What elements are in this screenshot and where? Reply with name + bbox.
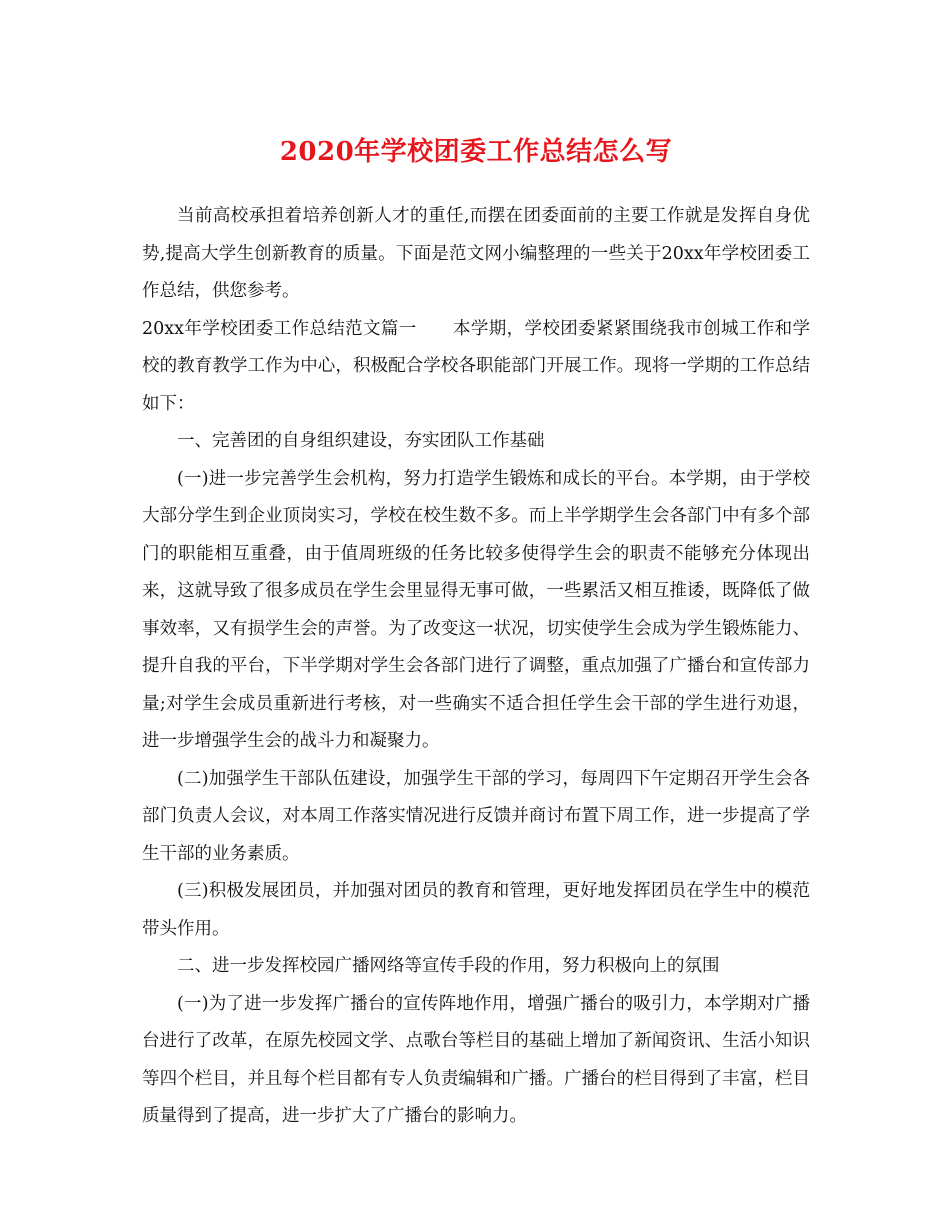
section-heading-1: 一、完善团的自身组织建设，夯实团队工作基础: [177, 431, 545, 451]
section-heading-2: 二、进一步发挥校园广播网络等宣传手段的作用，努力积极向上的氛围: [177, 956, 720, 976]
body-paragraph: (一)进一步完善学生会机构，努力打造学生锻炼和成长的平台。本学期，由于学校大部分学生到企业顶岗实习，学校在校生数不多。而上半学期学生会各部门中有多个部门的职能相互重叠，由于值周班级的任务比较多使得学生会的职责不能够充分体现出来，这就导致了很多成员在学生会里显得无事可做，一些累活又相互推诿，既降低了做事效率，又有损学生会的声誉。为了改变这一状况，切实使学生会成为学生锻炼能力、提升自我的平台，下半学期对学生会各部门进行了调整，重点加强了广播台和宣传部力量;对学生会成员重新进行考核，对一些确实不适合担任学生会干部的学生进行劝退，进一步增强学生会的战斗力和凝聚力。: [142, 468, 810, 751]
body-paragraph: (三)积极发展团员，并加强对团员的教育和管理，更好地发挥团员在学生中的模范带头作用。: [142, 881, 810, 939]
body-paragraph: (一)为了进一步发挥广播台的宣传阵地作用，增强广播台的吸引力，本学期对广播台进行了改革，在原先校园文学、点歌台等栏目的基础上增加了新闻资讯、生活小知识等四个栏目，并且每个栏目都有专人负责编辑和广播。广播台的栏目得到了丰富，栏目质量得到了提高，进一步扩大了广播台的影响力。: [142, 993, 810, 1126]
article-1-paragraph: [142, 311, 810, 424]
document-title: 2020年学校团委工作总结怎么写: [279, 137, 673, 167]
article-1-lead: 本学期，学校团委紧紧围绕我市创城工作和学校的教育教学工作为中心，积极配合学校各职能部门开展工作。现将一学期的工作总结如下：: [142, 318, 810, 414]
article-1-heading: 20xx年学校团委工作总结范文篇一: [142, 318, 417, 339]
intro-paragraph: 当前高校承担着培养创新人才的重任,而摆在团委面前的主要工作就是发挥自身优势,提高大学生创新教育的质量。下面是范文网小编整理的一些关于20xx年学校团委工作总结，供您参考。: [142, 206, 810, 301]
document-body: [142, 198, 810, 1136]
body-paragraph: (二)加强学生干部队伍建设，加强学生干部的学习，每周四下午定期召开学生会各部门负责人会议，对本周工作落实情况进行反馈并商讨布置下周工作，进一步提高了学生干部的业务素质。: [142, 768, 810, 864]
